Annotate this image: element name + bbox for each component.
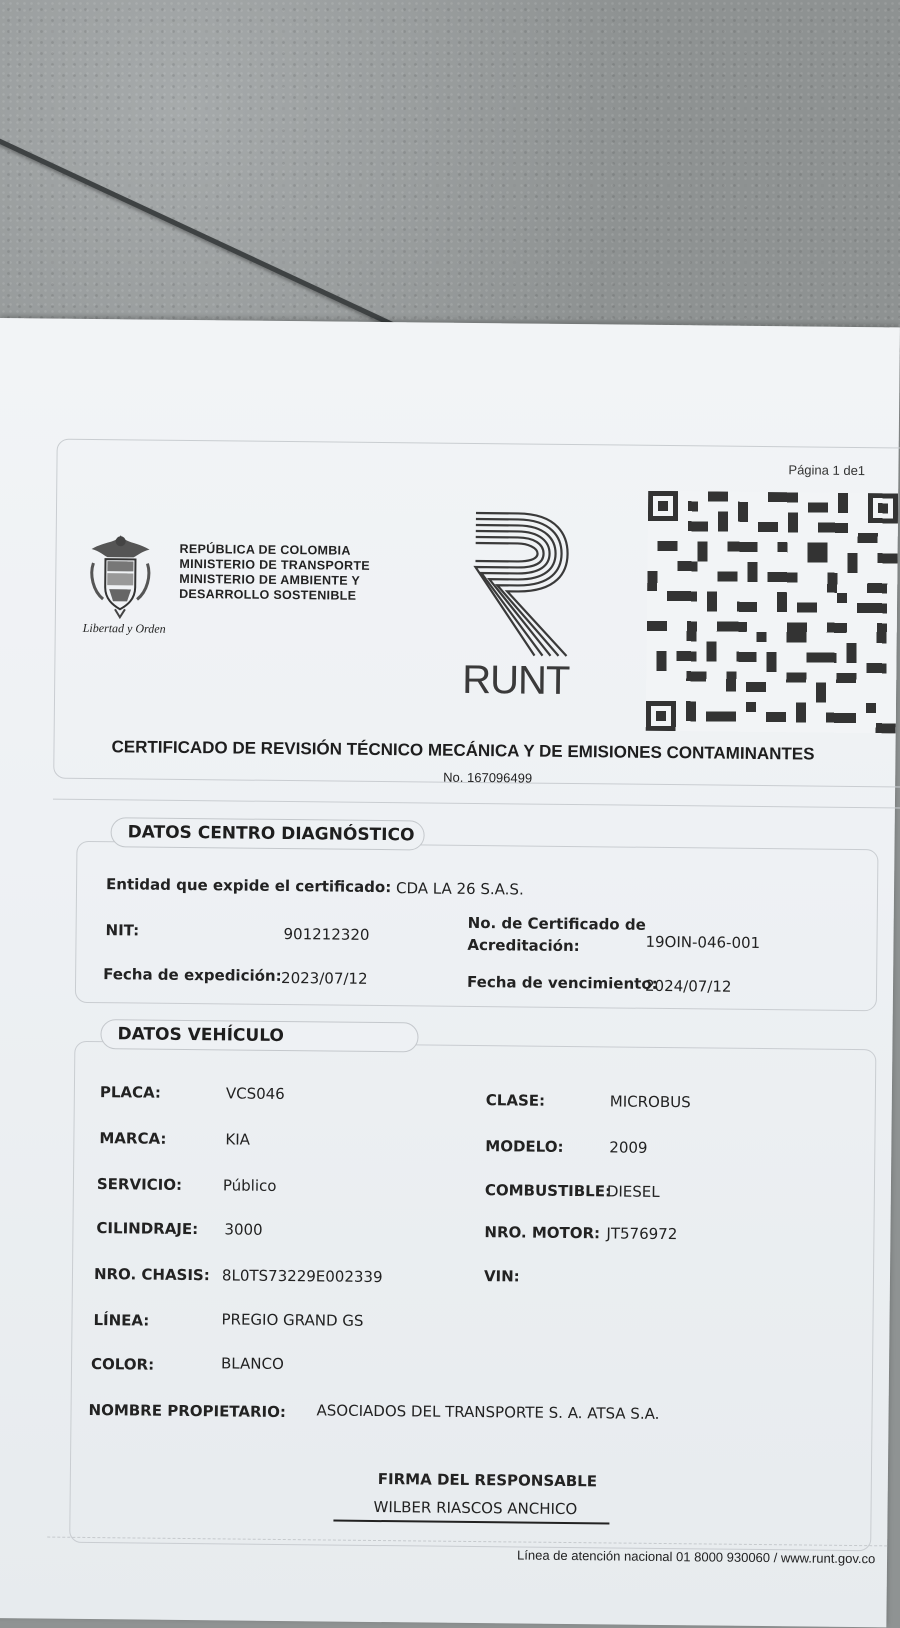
- cilindraje-label: CILINDRAJE:: [96, 1219, 199, 1239]
- color-value: BLANCO: [220, 1354, 284, 1374]
- expiry-date-label: Fecha de vencimiento:: [466, 972, 658, 993]
- issue-date-label: Fecha de expedición:: [103, 965, 282, 985]
- modelo-label: MODELO:: [485, 1137, 564, 1156]
- vehicle-section-title: DATOS VEHÍCULO: [100, 1019, 418, 1052]
- combustible-value: DIESEL: [606, 1182, 660, 1201]
- accreditation-value: 19OIN-046-001: [645, 932, 761, 952]
- chasis-label: NRO. CHASIS:: [93, 1265, 210, 1285]
- chasis-value: 8L0TS73229E002339: [221, 1266, 383, 1287]
- placa-value: VCS046: [225, 1084, 285, 1104]
- issue-date-value: 2023/07/12: [281, 968, 368, 988]
- vin-label: VIN:: [483, 1267, 520, 1286]
- leather-background: [0, 0, 900, 360]
- nit-value: 901212320: [283, 925, 370, 944]
- certificate-paper: [0, 318, 900, 1627]
- accreditation-label: Acreditación:: [467, 935, 580, 956]
- runt-logo-icon: [466, 505, 588, 676]
- motor-label: NRO. MOTOR:: [484, 1223, 601, 1243]
- colombia-crest-icon: [85, 529, 156, 620]
- runt-logo-text: RUNT: [462, 657, 570, 703]
- signature-label: FIRMA DEL RESPONSABLE: [377, 1470, 598, 1491]
- certificate-title: CERTIFICADO DE REVISIÓN TÉCNICO MECÁNICA Y DE EMISIONES CONTAMINANTES: [111, 737, 815, 764]
- expiry-date-value: 2024/07/12: [644, 976, 732, 996]
- gov-line: MINISTERIO DE TRANSPORTE: [179, 556, 371, 573]
- diagnostic-center-title: DATOS CENTRO DIAGNÓSTICO: [110, 817, 424, 850]
- servicio-value: Público: [222, 1176, 277, 1195]
- page-number: Página 1 de1: [788, 462, 866, 479]
- modelo-value: 2009: [609, 1138, 648, 1157]
- accreditation-label: No. de Certificado de: [467, 913, 646, 934]
- gov-line: DESARROLLO SOSTENIBLE: [179, 586, 357, 603]
- footer-contact: Línea de atención nacional 01 8000 930060 / www.runt.gov.co: [516, 1547, 876, 1567]
- section-divider: [53, 799, 900, 809]
- crest-motto: Libertad y Orden: [82, 620, 166, 636]
- cilindraje-value: 3000: [224, 1220, 263, 1239]
- servicio-label: SERVICIO:: [96, 1175, 183, 1194]
- clase-label: CLASE:: [485, 1091, 546, 1110]
- color-label: COLOR:: [90, 1355, 155, 1374]
- marca-label: MARCA:: [99, 1129, 167, 1148]
- gov-line: MINISTERIO DE AMBIENTE Y: [179, 571, 361, 588]
- certificate-number: No. 167096499: [443, 769, 533, 786]
- marca-value: KIA: [225, 1130, 251, 1149]
- owner-label: NOMBRE PROPIETARIO:: [88, 1400, 287, 1422]
- gov-line: REPÚBLICA DE COLOMBIA: [179, 541, 351, 558]
- signature-name: WILBER RIASCOS ANCHICO: [373, 1497, 578, 1519]
- owner-value: ASOCIADOS DEL TRANSPORTE S. A. ATSA S.A.: [316, 1401, 660, 1423]
- linea-value: PREGIO GRAND GS: [221, 1310, 364, 1330]
- government-header: [179, 542, 370, 604]
- motor-value: JT576972: [606, 1224, 678, 1244]
- entity-value: CDA LA 26 S.A.S.: [395, 879, 524, 899]
- clase-value: MICROBUS: [609, 1092, 691, 1112]
- qr-code-icon: [646, 491, 898, 734]
- entity-label: Entidad que expide el certificado:: [105, 875, 392, 897]
- linea-label: LÍNEA:: [93, 1311, 150, 1330]
- nit-label: NIT:: [105, 921, 140, 940]
- placa-label: PLACA:: [99, 1083, 162, 1102]
- combustible-label: COMBUSTIBLE:: [484, 1181, 612, 1201]
